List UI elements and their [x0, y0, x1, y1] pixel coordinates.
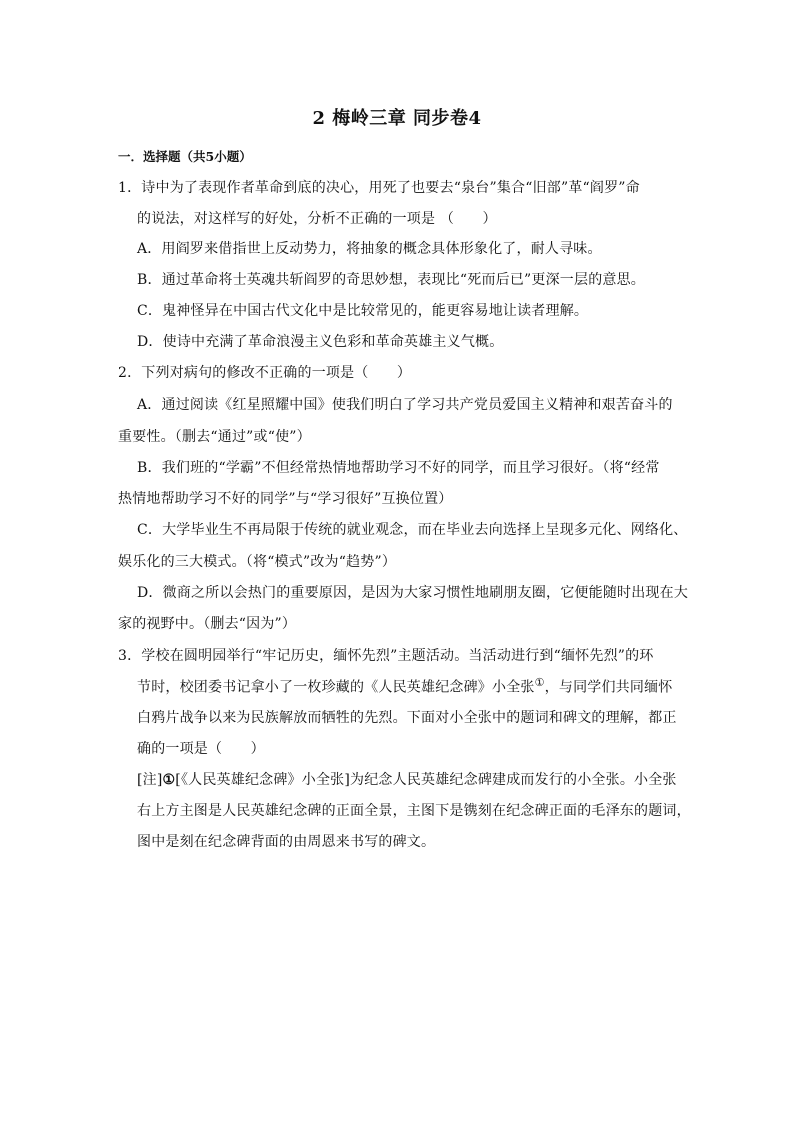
- q3-stem-line-3: 白鸦片战争以来为民族解放而牺牲的先烈。下面对小全张中的题词和碑文的理解，都正: [137, 710, 677, 726]
- q2-option-d-line-1: D．微商之所以会热门的重要原因，是因为大家习惯性地刷朋友圈，它便能随时出现在大: [137, 585, 689, 601]
- q3-stem-line-2-tail: ，与同学们共同缅怀: [544, 679, 673, 696]
- q1-option-b: B．通过革命将士英魂共斩阎罗的奇思妙想，表现比“死而后已”更深一层的意思。: [137, 272, 646, 288]
- q1-option-c: C．鬼神怪异在中国古代文化中是比较常见的，能更容易地让读者理解。: [137, 303, 589, 319]
- q3-stem-line-1: 3．学校在圆明园举行“牢记历史，缅怀先烈”主题活动。当活动进行到“缅怀先烈”的环: [118, 648, 654, 664]
- q3-stem-line-2-text: 节时，校团委书记拿小了一枚珍藏的《人民英雄纪念碑》小全张: [137, 679, 535, 696]
- note-prefix: [注]: [137, 772, 163, 788]
- document-title: 2 梅岭三章 同步卷4: [312, 108, 482, 129]
- q2-option-a-line-1: A．通过阅读《红星照耀中国》使我们明白了学习共产党员爱国主义精神和艰苦奋斗的: [137, 397, 673, 413]
- note-marker: ①: [162, 772, 176, 788]
- q3-stem-line-4: 确的一项是（ ）: [137, 741, 265, 757]
- q1-stem-line-2: 的说法，对这样写的好处，分析不正确的一项是 （ ）: [137, 211, 497, 227]
- q3-stem-line-2: [137, 676, 672, 697]
- q2-stem: 2．下列对病句的修改不正确的一项是（ ）: [118, 365, 412, 381]
- note-text: [《人民英雄纪念碑》小全张]为纪念人民英雄纪念碑建成而发行的小全张。小全张: [175, 772, 677, 788]
- q1-stem-line-1: 1．诗中为了表现作者革命到底的决心，用死了也要去“泉台”集合“旧部”革“阎罗”命: [118, 180, 640, 196]
- q2-option-c-line-1: C．大学毕业生不再局限于传统的就业观念，而在毕业去向选择上呈现多元化、网络化、: [137, 522, 688, 538]
- section-heading: 一．选择题（共5小题）: [118, 149, 252, 164]
- q2-option-b-line-1: B．我们班的“学霸”不但经常热情地帮助学习不好的同学，而且学习很好。（将“经常: [137, 460, 660, 476]
- q2-option-b-line-2: 热情地帮助学习不好的同学”与“学习很好”互换位置）: [118, 491, 453, 507]
- q2-option-d-line-2: 家的视野中。（删去“因为”）: [118, 616, 297, 632]
- footnote-marker: ①: [534, 676, 545, 689]
- q1-option-d: D．使诗中充满了革命浪漫主义色彩和革命英雄主义气概。: [137, 334, 504, 350]
- q3-note-line-2: 右上方主图是人民英雄纪念碑的正面全景，主图下是镌刻在纪念碑正面的毛泽东的题词，: [137, 803, 691, 819]
- q2-option-c-line-2: 娱乐化的三大模式。（将“模式”改为“趋势”）: [118, 554, 397, 570]
- q3-note-line-3: 图中是刻在纪念碑背面的由周恩来书写的碑文。: [137, 834, 436, 850]
- q2-option-a-line-2: 重要性。（删去“通过”或“使”）: [118, 429, 311, 445]
- q1-option-a: A．用阎罗来借指世上反动势力，将抽象的概念具体形象化了，耐人寻味。: [137, 241, 602, 257]
- q3-note-line-1: [137, 769, 677, 789]
